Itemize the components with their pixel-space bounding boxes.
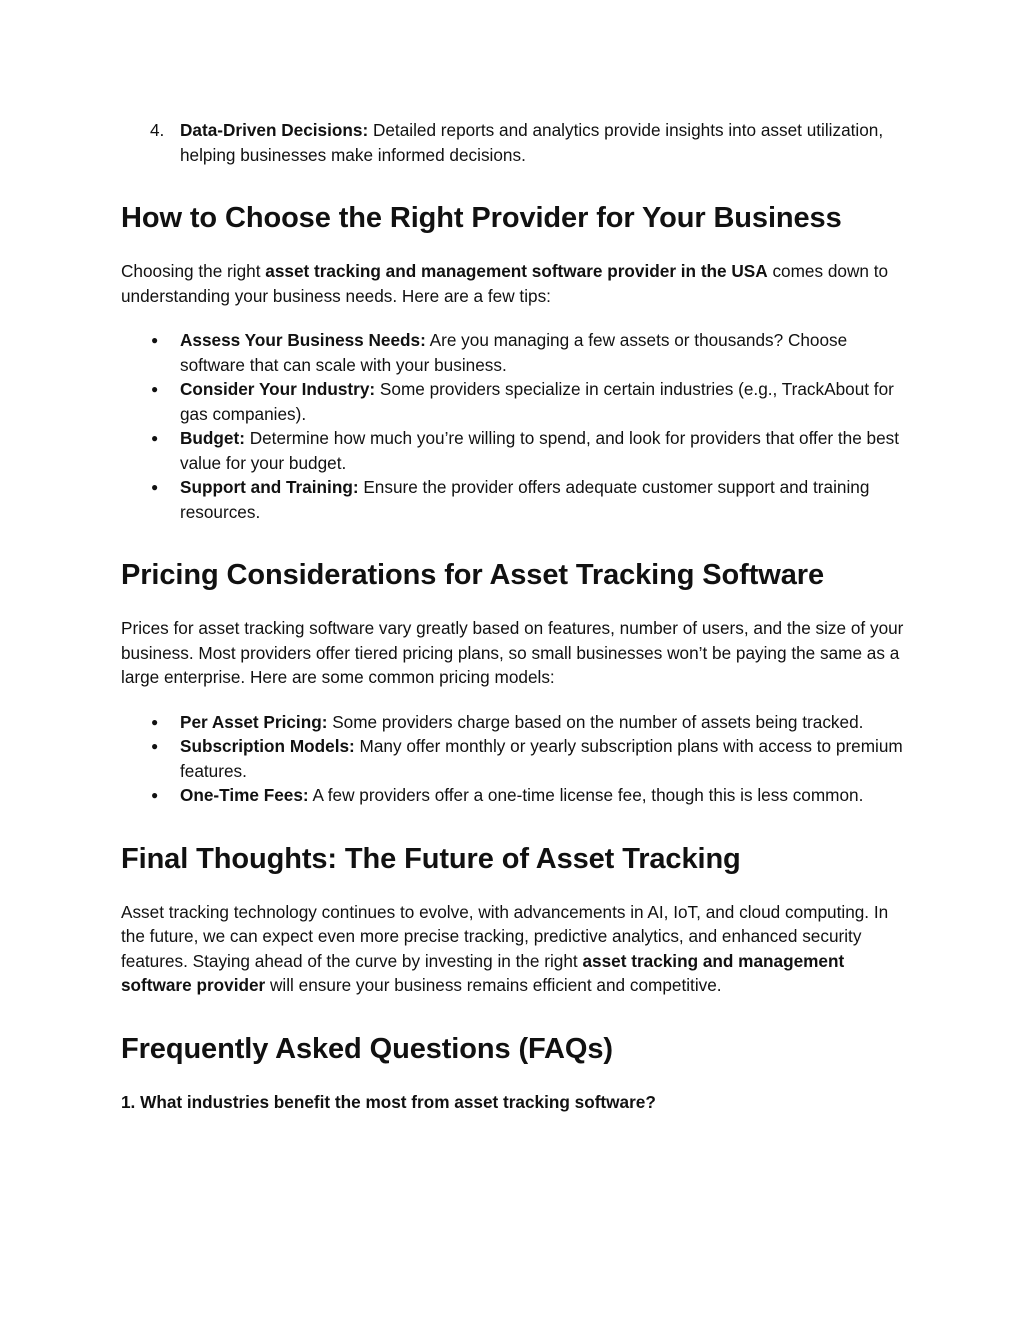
final-text: Asset tracking technology continues to evolve, with advancements in AI, IoT, and cloud computing. In the future, we can expect even more precise tracking, predictive analytics, and enhanced security features. Staying ahead of the curve by investing in the right — [121, 901, 889, 971]
list-item — [121, 426, 904, 475]
final-text-end: will ensure your business remains efficient and competitive. — [265, 975, 722, 995]
list-item — [121, 328, 904, 377]
list-item — [121, 377, 904, 426]
bullet-icon: ● — [151, 714, 159, 729]
bullet-list-tips — [121, 328, 904, 524]
list-item-text: A few providers offer a one-time license fee, though this is less common. — [308, 785, 864, 805]
list-item-term: Subscription Models: — [180, 736, 355, 756]
list-item — [121, 118, 904, 167]
list-item-text: Some providers charge based on the number of assets being tracked. — [327, 711, 864, 732]
paragraph-choose-intro — [121, 259, 904, 308]
bullet-icon: ● — [151, 739, 159, 753]
bullet-icon: ● — [151, 480, 159, 494]
section-heading-pricing: Pricing Considerations for Asset Tracking Software — [121, 559, 824, 591]
paragraph-pricing-intro: Prices for asset tracking software vary greatly based on features, number of users, and the size of your business. Most providers offer tiered pricing plans, so small businesses won’t be paying the same as a large enterprise. Here are some common pricing models: — [121, 618, 904, 687]
intro-text: Choosing the right — [121, 261, 266, 281]
bullet-list-pricing-models — [121, 710, 904, 808]
paragraph-final-thoughts — [121, 900, 904, 998]
intro-text-end: comes down to understanding your business needs. Here are a few tips: — [121, 261, 889, 306]
list-item-text: Ensure the provider offers adequate customer support and training resources. — [180, 477, 870, 522]
list-item-term: Support and Training: — [180, 477, 359, 497]
final-bold-text: asset tracking and management software provider — [121, 950, 845, 995]
list-item — [121, 475, 904, 524]
bullet-icon: ● — [151, 382, 159, 396]
list-item-text: Are you managing a few assets or thousands? Choose software that can scale with your business. — [180, 330, 848, 375]
bullet-icon: ● — [151, 788, 159, 802]
list-item-term: Data-Driven Decisions: — [180, 120, 369, 140]
list-item-text: Some providers specialize in certain industries (e.g., TrackAbout for gas companies). — [180, 379, 894, 424]
list-item-text: Determine how much you’re willing to spend, and look for providers that offer the best value for your budget. — [180, 428, 900, 473]
list-item — [121, 783, 904, 808]
list-item — [121, 734, 904, 783]
section-heading-final-thoughts: Final Thoughts: The Future of Asset Tracking — [121, 842, 741, 875]
bullet-icon: ● — [151, 431, 159, 445]
bullet-icon: ● — [151, 333, 159, 347]
list-item-term: Per Asset Pricing: — [180, 711, 328, 732]
intro-bold-text: asset tracking and management software provider in the USA — [265, 261, 768, 281]
section-heading-faqs: Frequently Asked Questions (FAQs) — [121, 1032, 613, 1065]
section-heading-choose-provider: How to Choose the Right Provider for Your Business — [121, 202, 842, 234]
list-item-term: Budget: — [180, 428, 245, 448]
list-item-text: Many offer monthly or yearly subscription plans with access to premium features. — [180, 736, 903, 781]
list-item-term: Assess Your Business Needs: — [180, 330, 426, 350]
list-number: 4. — [150, 120, 165, 140]
list-item — [121, 710, 904, 735]
faq-question: 1. What industries benefit the most from asset tracking software? — [121, 1091, 656, 1112]
list-item-term: One-Time Fees: — [180, 785, 309, 805]
list-item-term: Consider Your Industry: — [180, 379, 376, 399]
list-item-text: Detailed reports and analytics provide insights into asset utilization, helping businesses make informed decisions. — [180, 120, 884, 165]
numbered-list — [121, 118, 904, 167]
